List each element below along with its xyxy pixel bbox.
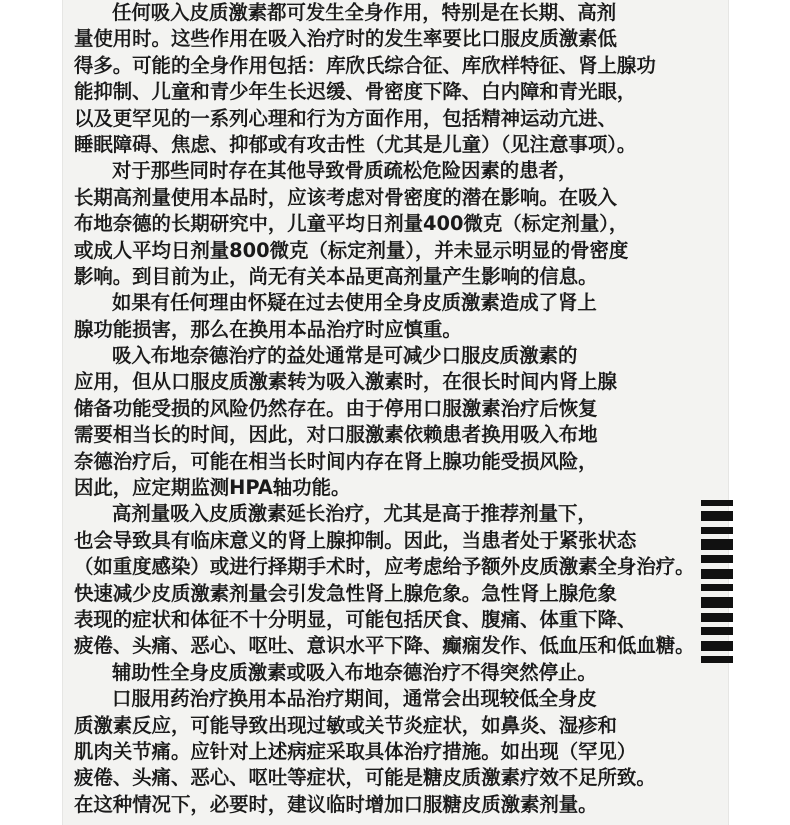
text-line: 储备功能受损的风险仍然存在。由于停用口服激素治疗后恢复 — [74, 396, 598, 420]
text-line: 睡眠障碍、焦虑、抑郁或有攻击性（尤其是儿童）（见注意事项）。 — [74, 132, 637, 156]
barcode-strip — [701, 500, 733, 663]
text-line: 吸入布地奈德治疗的益处通常是可减少口服皮质激素的 — [112, 344, 578, 368]
text-line: 肌肉关节痛。应针对上述病症采取具体治疗措施。如出现（罕见） — [74, 739, 637, 763]
barcode-bar — [701, 641, 733, 651]
text-line: 以及更罕见的一系列心理和行为方面作用，包括精神运动亢进、 — [74, 106, 617, 130]
barcode-bar — [701, 527, 733, 534]
text-line: 质激素反应，可能导致出现过敏或关节炎症状，如鼻炎、湿疹和 — [74, 713, 617, 737]
text-line: 在这种情况下，必要时，建议临时增加口服糖皮质激素剂量。 — [74, 792, 598, 816]
barcode-bar — [701, 627, 733, 635]
text-line: 任何吸入皮质激素都可发生全身作用，特别是在长期、高剂 — [112, 1, 617, 24]
text-line: 快速减少皮质激素剂量会引发急性肾上腺危象。急性肾上腺危象 — [74, 581, 617, 605]
text-line: 因此，应定期监测HPA轴功能。 — [74, 476, 351, 500]
text-line: 高剂量吸入皮质激素延长治疗，尤其是高于推荐剂量下， — [112, 502, 597, 526]
text-line: 也会导致具有临床意义的肾上腺抑制。因此，当患者处于紧张状态 — [74, 528, 637, 552]
text-line: 对于那些同时存在其他导致骨质疏松危险因素的患者， — [112, 159, 578, 183]
text-line: 量使用时。这些作用在吸入治疗时的发生率要比口服皮质激素低 — [74, 27, 617, 51]
text-line: 辅助性全身皮质激素或吸入布地奈德治疗不得突然停止。 — [112, 660, 597, 684]
text-line: 得多。可能的全身作用包括：库欣氏综合征、库欣样特征、肾上腺功 — [74, 53, 656, 77]
barcode-bar — [701, 656, 733, 663]
barcode-bar — [701, 511, 733, 521]
text-line: 腺功能损害，那么在换用本品治疗时应慎重。 — [74, 317, 462, 341]
text-line: 布地奈德的长期研究中，儿童平均日剂量400微克（标定剂量）， — [74, 212, 629, 236]
barcode-bar — [701, 539, 733, 550]
barcode-bar — [701, 555, 733, 563]
barcode-bar — [701, 584, 733, 591]
text-line: 长期高剂量使用本品时，应该考虑对骨密度的潜在影响。在吸入 — [74, 185, 617, 209]
text-line: 应用，但从口服皮质激素转为吸入激素时，在很长时间内肾上腺 — [74, 370, 617, 394]
text-line: 疲倦、头痛、恶心、呕吐等症状，可能是糖皮质激素疗效不足所致。 — [74, 766, 656, 790]
text-line: 能抑制、儿童和青少年生长迟缓、骨密度下降、白内障和青光眼， — [74, 80, 637, 104]
text-line: 需要相当长的时间，因此，对口服激素依赖患者换用吸入布地 — [74, 423, 598, 447]
text-line: 如果有任何理由怀疑在过去使用全身皮质激素造成了肾上 — [112, 291, 597, 315]
text-line: 疲倦、头痛、恶心、呕吐、意识水平下降、癫痫发作、低血压和低血糖。 — [74, 634, 695, 658]
text-line: 口服用药治疗换用本品治疗期间，通常会出现较低全身皮 — [112, 687, 597, 711]
text-line: 影响。到目前为止，尚无有关本品更高剂量产生影响的信息。 — [74, 264, 598, 288]
barcode-bar — [701, 597, 733, 608]
text-line: 奈德治疗后，可能在相当长时间内存在肾上腺功能受损风险， — [74, 449, 598, 473]
barcode-bar — [701, 500, 733, 506]
leaflet-text — [74, 0, 695, 818]
barcode-bar — [701, 613, 733, 622]
barcode-bar — [701, 569, 733, 579]
text-line: （如重度感染）或进行择期手术时，应考虑给予额外皮质激素全身治疗。 — [74, 555, 695, 579]
text-line: 或成人平均日剂量800微克（标定剂量），并未显示明显的骨密度 — [74, 238, 629, 262]
text-line: 表现的症状和体征不十分明显，可能包括厌食、腹痛、体重下降、 — [74, 607, 637, 631]
